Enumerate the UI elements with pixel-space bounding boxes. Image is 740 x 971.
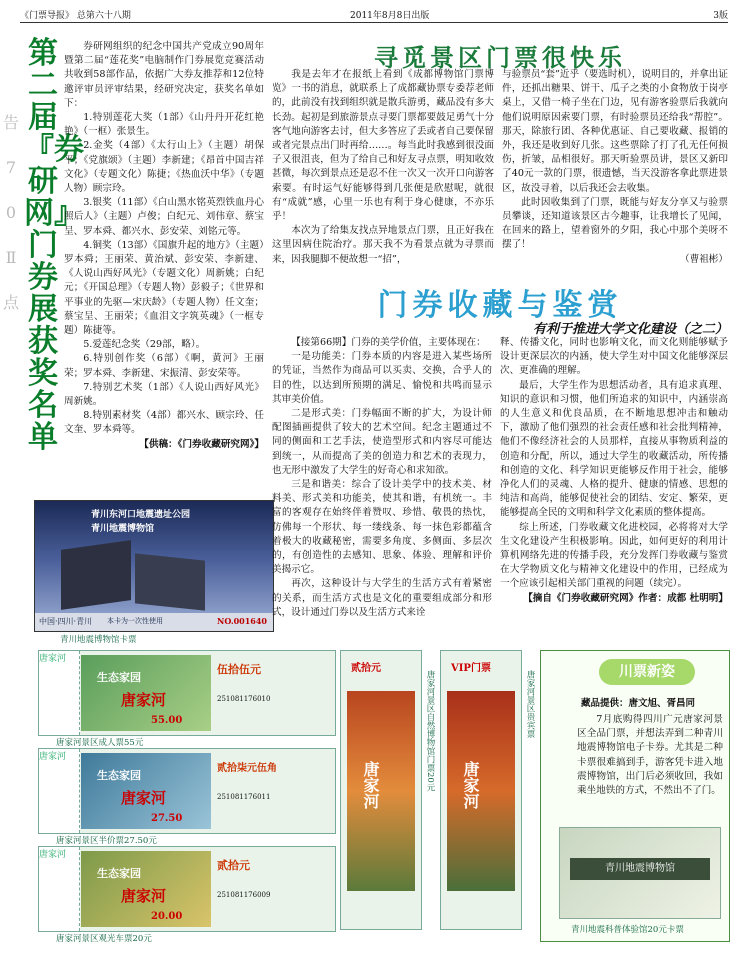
- ticket-brand: 唐家河: [121, 887, 167, 905]
- article1-paragraph: 与验票员“套”近乎（要选时机），说明目的，并拿出证件，还抓出糖果、饼干、瓜子之类的小食物放于岗亭桌上，又借一椅子坐在门边，见有游客验票后我就向他们说明原因索要门票，有时验票员还给我“帮腔”。那天，除旅行团、各种优惠证、自己要收藏、报销的外，我还是收到好几张。这些票除了打了孔无任何损伤，折皱，品相很好。那天听验票员讲，景区又新印了40元一款的门票，很遗憾，当天没游客拿此票进景区，故没寻着，以后我还会去收集。: [502, 69, 728, 194]
- building-shape: [135, 553, 205, 610]
- ticket-serial: 251081176010: [217, 695, 271, 703]
- ticket-caption: 唐家河景区贵宾票: [525, 670, 535, 738]
- ticket-price: 贰拾元: [351, 663, 381, 674]
- ticket-price-cn: 伍拾伍元: [217, 663, 261, 676]
- ticket-caption: 唐家河景区自然博物馆门票20元: [425, 670, 435, 792]
- article2-source: 【摘自《门券收藏研究网》作者：成都 杜明明】: [523, 592, 728, 604]
- ticket-stub: [39, 651, 80, 735]
- new-look-supplier: 藏品提供：唐文旭、胥昌同: [581, 698, 696, 709]
- award-paragraph: 6.特别创作奖（6部）《啊，黄河》王丽荣；罗本舜、李新建、宋振清、彭安荣等。: [64, 353, 264, 379]
- article1-author: （曹祖彬）: [680, 253, 728, 265]
- ticket-caption: 唐家河景区半价票27.50元: [56, 836, 157, 846]
- article1-col1: [272, 68, 494, 278]
- ticket-sightseeing: [38, 846, 336, 932]
- ticket-picture: [81, 753, 211, 829]
- ticket-price: VIP门票: [451, 663, 491, 674]
- ticket-half: [38, 748, 336, 834]
- ticket-stub: [39, 749, 80, 833]
- award-supplier: 【供稿：《门券收藏研究网》】: [139, 438, 264, 450]
- article2-paragraph: 释、传播文化，同时也影响文化，而文化则能够赋予设计更深层次的内涵，使大学生对中国文化能够深层次、更准确的理解。: [500, 337, 728, 377]
- article2-paragraph: 综上所述，门券收藏文化进校园，必将将对大学生文化建设产生积极影响。因此，如何更好的利用计算机网络先进的传播手段，充分发挥门券收藏与鉴赏在大学物质文化与精神文化建设中的作用，已经成为一个应该引起相关部门重视的问题（续完）。: [500, 521, 728, 590]
- side-mark: 点: [2, 293, 19, 312]
- article2-subtitle: 有利于推进大学文化建设（之二）: [532, 322, 728, 337]
- article1-title: 寻觅景区门票很快乐: [374, 44, 626, 72]
- award-paragraph: 5.爱莲纪念奖（29部，略）。: [83, 339, 206, 351]
- header-left: 《门票导报》 总第六十八期: [20, 11, 131, 21]
- side-marks: [0, 100, 22, 800]
- ticket-caption: 唐家河景区成人票55元: [56, 738, 144, 748]
- ticket-picture: [81, 655, 211, 731]
- card-brand-2: 青川地震博物馆: [91, 524, 155, 534]
- ticket-price: 20.00: [151, 911, 183, 922]
- new-look-title: 川票新姿: [599, 659, 695, 685]
- article1-col2: [502, 68, 728, 278]
- article2-title: 门券收藏与鉴赏: [377, 288, 623, 323]
- ticket-brand: 唐家河: [121, 691, 167, 709]
- ticket-vertical-museum: [340, 650, 422, 930]
- article1-paragraph: 我是去年才在报纸上看到《成都博物馆门票博览》一书的消息，就联系上了成都藏协票专委荐老师的，此前没有找到组织就是散兵游勇，藏品没有多大长劲。起初是到旅游景点寻要门票都要鼓足勇气十分客气地向游客去讨，但大多答应了丢或者自己要保留或者完景点出门时再给……。每当此时我感到很没面子又很沮丧，但为了给自己和好友寻点票，明知收效甚微，每次到景点还是忍不住一次又一次开口向游客索要。有时运气好能够得到几张便是欣慰呢，就很有“成就”感，心里一乐也有利于身心健康，不亦乐乎！: [272, 69, 494, 223]
- ticket-price: 27.50: [151, 813, 183, 824]
- article2-paragraph: 三是和谐美：综合了设计美学中的技术美、材料美、形式美和功能美，使其和谐，有机统一。丰富的客观存在始终伴着赞叹、珍惜、敬畏的热忱，仿佛每一个形状、每一缕线条、每一抹色彩都蕴含着极大的收藏秘密，需要多角度、多侧面、多层次的，有创造性的去感知、思象、体验、理解和评价美揭示它。: [272, 479, 492, 576]
- new-look-caption: 青川地震科普体验馆20元卡票: [571, 925, 684, 935]
- ticket-brand: 唐家河: [361, 761, 380, 809]
- card-footer: [35, 613, 273, 631]
- award-paragraph: 4.铜奖（13部）《国旗升起的地方》（主题）罗本舜；王丽荣、黄治斌、彭安荣、李新建、《人说山西好风光》（专题文化）周新姚；白纪元；《开国总理》（专题人物）彭毅子；《世界和平事业的先驱—宋庆龄》（专题人物）任文奎；蔡宝呈、王丽荣；《血泪文字筑英魂》（一框专题）陈捷等。: [64, 239, 264, 337]
- award-paragraph: 2.金奖（4部）《太行山上》（主题）胡保平；《党旗颂》（主题）李新建；《昂首中国吉祥文化》（专题文化）陈捷；《热血沃中华》（专题人物）顾宗玲。: [64, 140, 264, 195]
- award-list-title: 第二届『券研网』门券展获奖名单: [24, 36, 84, 455]
- card-number: NO.001640: [217, 616, 267, 626]
- ticket-price-cn: 贰拾元: [217, 859, 250, 872]
- new-look-box: [540, 650, 730, 942]
- ticket-picture: [81, 851, 211, 927]
- side-mark: 告: [2, 113, 19, 132]
- earthquake-museum-card: [34, 500, 274, 632]
- article2-col2: [500, 336, 728, 636]
- article2-paragraph: 二是形式美：门券幅面不断的扩大，为设计师配图插画提供了较大的艺术空间。纪念主题通过不同的侧面和工艺手法，使造型形式和内容尽可能达到统一，从而提高了美的创造力和艺术的表现力，也无形中激发了大学生的好奇心和求知欲。: [272, 408, 492, 476]
- award-paragraph: 7.特别艺术奖（1部）《人说山西好风光》周新姚。: [64, 381, 264, 408]
- new-look-card-text: 青川地震博物馆: [570, 858, 710, 880]
- ticket-logo: 唐家河: [39, 654, 67, 664]
- ticket-price-cn: 贰拾柒元伍角: [217, 763, 277, 774]
- ticket-caption: 唐家河景区观光车票20元: [56, 934, 152, 944]
- header-page: 3版: [713, 11, 728, 21]
- side-mark: Ⅱ: [5, 248, 17, 267]
- ticket-scenic-label: 生态家园: [97, 769, 141, 782]
- ticket-logo: 唐家河: [39, 752, 67, 762]
- header-date: 2011年8月8日出版: [350, 11, 430, 21]
- new-look-text: 7月底购得四川广元唐家河景区全品门票，并想法弄到二种青川地震博物馆电子卡券。尤其是二种卡票很难搞到手，游客凭卡进入地震博物馆，出门后必须收回，我如乘坐地铁的方式，不然出不了门。: [577, 714, 723, 797]
- ticket-brand: 唐家河: [461, 761, 480, 809]
- ticket-price: 55.00: [151, 715, 183, 726]
- page-header: [20, 6, 728, 23]
- article2-paragraph: 【接第66期】门券的美学价值，主要体现在：: [291, 337, 486, 348]
- side-mark: 0: [5, 203, 17, 222]
- award-paragraph: 3.银奖（11部）《白山黑水铭英烈铁血丹心照后人》（主题）卢俊；白纪元、刘伟章、蔡宝呈、罗本舜、都兴水、彭安荣、刘铭元等。: [64, 197, 264, 237]
- ticket-stub: [39, 847, 80, 931]
- article2-paragraph: 再次，这种设计与大学生的生活方式有着紧密的关系，而生活方式也是文化的重要组成部分和形式，设计通过门券以及生活方式来诠: [272, 578, 492, 618]
- award-paragraph: 8.特别素材奖（4部）都兴水、顾宗玲、任文奎、罗本舜等。: [64, 410, 264, 436]
- ticket-adult: [38, 650, 336, 736]
- card-brand: 青川东河口地震遗址公园: [91, 510, 191, 520]
- card-footer-note: 本卡为一次性使用: [107, 617, 163, 625]
- article2-col1: [272, 336, 492, 636]
- new-look-card: [559, 827, 721, 919]
- ticket-scenic-label: 生态家园: [97, 671, 141, 684]
- card-footer-place: 中国·四川·青川: [39, 617, 93, 626]
- article2-paragraph: 最后，大学生作为思想活动者，具有追求真理、知识的意识和习惯，他们所追求的知识中，内涵崇高的人生意义和优良品质，在不断地思想冲击和触动下，激励了他们强烈的社会责任感和社会批判精神，他们不像经济社会的人员那样，直接从事物质利益的创造和分配，所以，通过大学生的收藏活动，所传播和创造的文化、科学知识更能够反作用于社会，能够净化人们的灵魂、人格的提升、健康的情感、思想的纯洁和高尚，能够促使社会的团结、安定、繁荣，更能够提高全民的文明和科学文化素质的整体提高。: [500, 379, 728, 519]
- article1-paragraph: 此时因收集到了门票，既能与好友分享又与验票员攀谈，还知道该景区古今趣事，让我增长了见闻，在回来的路上，望着窗外的夕阳，我心中那个美呀不摆了！: [502, 196, 728, 251]
- building-shape: [61, 540, 131, 610]
- ticket-vertical-vip: [440, 650, 522, 930]
- article2-paragraph: 一是功能美：门券本质的内容是进入某些场所的凭证，当然作为商品可以买卖、交换，合乎人的目的性，以达到所预期的满足、愉悦和共鸣而显示其审美价值。: [272, 351, 492, 405]
- card-caption: 青川地震博物馆卡票: [60, 635, 137, 645]
- award-list-body: [64, 40, 264, 500]
- side-mark: 7: [5, 158, 17, 177]
- ticket-serial: 251081176011: [217, 793, 271, 801]
- ticket-brand: 唐家河: [121, 789, 167, 807]
- ticket-serial: 251081176009: [217, 891, 271, 899]
- award-paragraph: 1.特别莲花大奖（1部）《山丹丹开花红艳艳》（一框）张景生。: [64, 112, 264, 138]
- article1-paragraph: 本次为了给集友找点异地景点门票，且正好我在这里因病住院治疗。那天我不为看景点就为寻票而来，因我腿脚不便故想一“招”，: [272, 225, 494, 265]
- award-paragraph: 券研网组织的纪念中国共产党成立90周年暨第二届“莲花奖”电脑制作门券展览竞赛活动共收到58部作品，依据广大券友推荐和12位特邀评审员评审结果，经研究决定，获奖名单如下：: [64, 41, 264, 109]
- ticket-logo: 唐家河: [39, 850, 67, 860]
- ticket-scenic-label: 生态家园: [97, 867, 141, 880]
